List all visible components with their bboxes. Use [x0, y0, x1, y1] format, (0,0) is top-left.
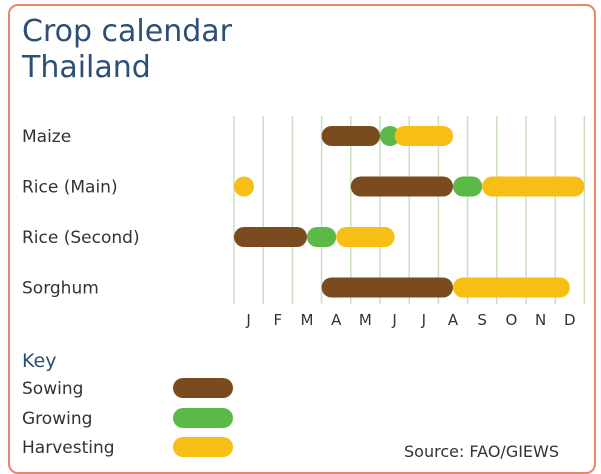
stage-bar-harvesting: [336, 227, 394, 247]
stage-bar-sowing: [234, 227, 307, 247]
stage-bar-sowing: [351, 177, 453, 197]
stage-bar-harvesting: [234, 177, 254, 197]
row-label: Rice (Main): [22, 177, 118, 198]
legend-swatch-harvesting: [173, 437, 233, 457]
stage-bar-growing: [307, 227, 336, 247]
x-tick-label: A: [331, 311, 342, 329]
stage-bar-growing: [453, 177, 482, 197]
x-tick-label: M: [358, 311, 372, 329]
x-tick-label: J: [392, 311, 397, 329]
stage-bar-sowing: [322, 126, 380, 146]
x-tick-label: D: [564, 311, 576, 329]
x-tick-label: S: [477, 311, 487, 329]
x-tick-label: O: [505, 311, 518, 329]
x-tick-label: J: [421, 311, 427, 329]
row-label: Rice (Second): [22, 228, 140, 248]
x-tick-label: J: [246, 311, 251, 329]
legend-swatch-sowing: [173, 378, 233, 398]
row-label: Sorghum: [22, 278, 99, 299]
legend-title: Key: [22, 350, 57, 372]
source-note: Source: FAO/GIEWS: [404, 442, 560, 461]
legend-label: Harvesting: [22, 438, 115, 458]
x-tick-label: A: [447, 311, 459, 329]
row-labels: [22, 127, 140, 299]
chart-title-line-1: Crop calendar: [22, 14, 232, 49]
stage-bar-harvesting: [453, 278, 570, 298]
legend: [22, 350, 233, 458]
stage-bar-sowing: [322, 278, 453, 298]
row-label: Maize: [22, 127, 72, 147]
x-axis-tick-labels: [245, 311, 575, 329]
legend-label: Growing: [22, 409, 93, 429]
legend-label: Sowing: [22, 379, 84, 399]
x-tick-label: F: [273, 311, 283, 329]
stage-bar-harvesting: [395, 126, 453, 146]
x-tick-label: M: [300, 311, 314, 329]
chart-title-line-2: Thailand: [22, 50, 151, 85]
stage-bar-harvesting: [482, 177, 584, 197]
x-tick-label: N: [534, 311, 547, 329]
legend-swatch-growing: [173, 408, 233, 428]
